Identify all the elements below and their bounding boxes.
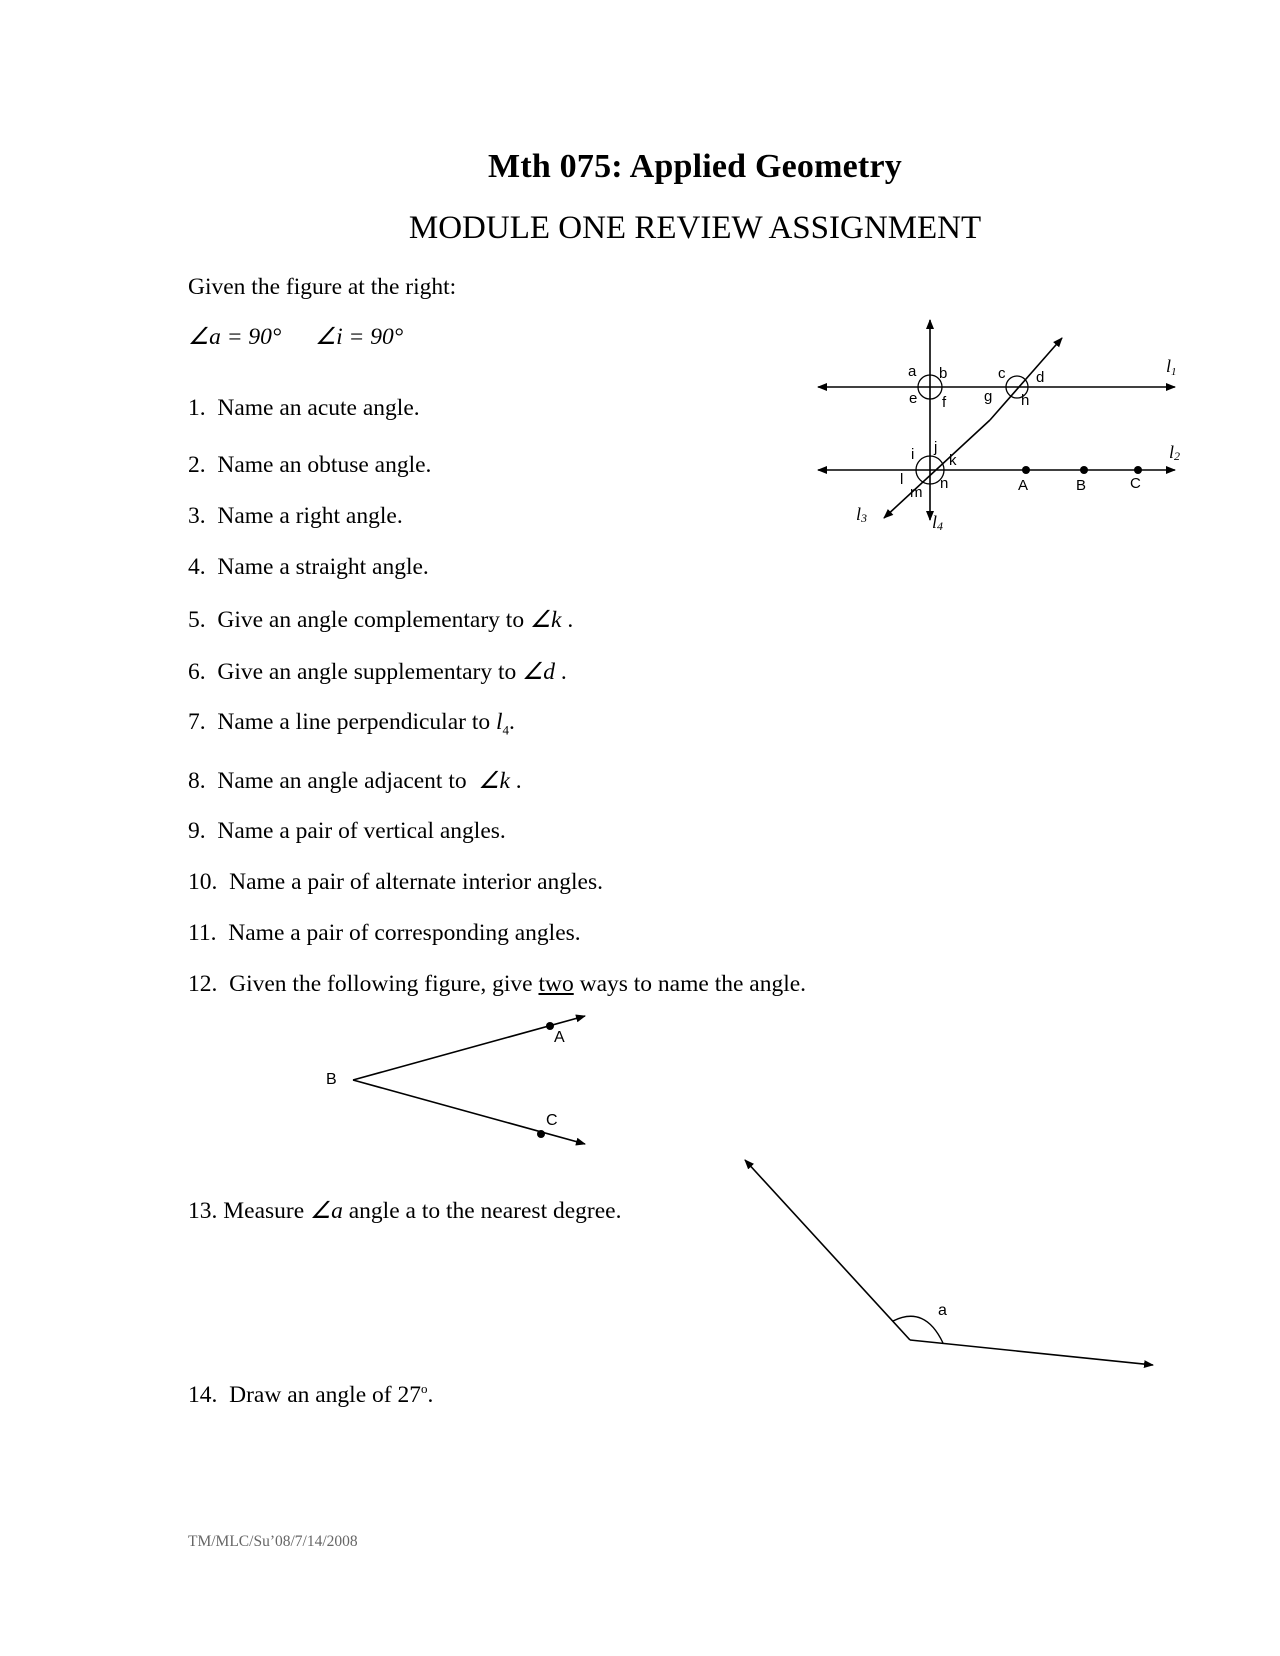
- point-B-dot: [1080, 466, 1088, 474]
- assignment-title: MODULE ONE REVIEW ASSIGNMENT: [408, 210, 982, 246]
- angle-label-n: n: [940, 475, 949, 492]
- point-label-C: C: [1130, 475, 1141, 492]
- question-12: 12. Given the following figure, give two ways to name the angle.: [188, 971, 807, 997]
- angle-label-g: g: [984, 388, 993, 405]
- question-9: 9. Name a pair of vertical angles.: [188, 818, 506, 844]
- question-8: 8. Name an angle adjacent to ∠k .: [188, 768, 522, 794]
- angle-label-f: f: [942, 394, 947, 411]
- question-5: 5. Give an angle complementary to ∠k .: [188, 607, 574, 633]
- point-C2-dot: [537, 1130, 545, 1138]
- angle-label-e: e: [909, 390, 918, 407]
- question-14: 14. Draw an angle of 27$^o$.: [188, 1381, 434, 1408]
- angle-label-i: i: [911, 446, 915, 463]
- question-3: 3. Name a right angle.: [188, 503, 403, 529]
- line-label-l1: l1: [1166, 356, 1177, 378]
- line-label-l2: l2: [1169, 442, 1181, 463]
- ray-right: [910, 1340, 1153, 1365]
- question-11: 11. Name a pair of corresponding angles.: [188, 920, 581, 946]
- question-1: 1. Name an acute angle.: [188, 395, 420, 421]
- given-angle-a: ∠a = 90°: [188, 324, 282, 350]
- question-7: 7. Name a line perpendicular to $l_4$.: [188, 709, 515, 738]
- given-intro: Given the figure at the right:: [188, 274, 457, 300]
- angle-label-a: a: [908, 363, 917, 380]
- angle-label-d: d: [1036, 369, 1045, 386]
- angle-label-l: l: [900, 471, 904, 488]
- point-label-B: B: [1076, 477, 1087, 494]
- given-angle-i: ∠i = 90°: [315, 324, 404, 350]
- angle-label-k: k: [949, 452, 957, 469]
- question-2: 2. Name an obtuse angle.: [188, 452, 432, 478]
- question-10: 10. Name a pair of alternate interior angles.: [188, 869, 603, 895]
- figure-angle-abc: [326, 1016, 585, 1144]
- footer-note: TM/MLC/Su’08/7/14/2008: [188, 1533, 358, 1550]
- figure-angle-a: [745, 1160, 1153, 1365]
- point-label-C2: C: [546, 1112, 558, 1129]
- angle-label-a-fig3: a: [938, 1302, 947, 1319]
- question-13: 13. Measure ∠a angle a to the nearest degree.: [188, 1198, 622, 1224]
- point-A2-dot: [546, 1022, 554, 1030]
- question-6: 6. Give an angle supplementary to ∠d .: [188, 659, 567, 685]
- point-label-A2: A: [554, 1029, 565, 1046]
- angle-label-m: m: [910, 484, 923, 501]
- point-label-A: A: [1018, 477, 1029, 494]
- point-C-dot: [1134, 466, 1142, 474]
- vertex-label-B: B: [326, 1071, 337, 1088]
- point-A-dot: [1022, 466, 1030, 474]
- page-title: Mth 075: Applied Geometry: [488, 148, 902, 185]
- line-label-l4: l4: [932, 512, 944, 533]
- line-label-l3: l3: [856, 504, 868, 525]
- angle-label-j: j: [934, 439, 938, 456]
- angle-label-h: h: [1021, 392, 1030, 409]
- ray-upper-left: [745, 1160, 910, 1340]
- angle-label-b: b: [939, 365, 948, 382]
- angle-label-c: c: [998, 365, 1006, 382]
- question-4: 4. Name a straight angle.: [188, 554, 429, 580]
